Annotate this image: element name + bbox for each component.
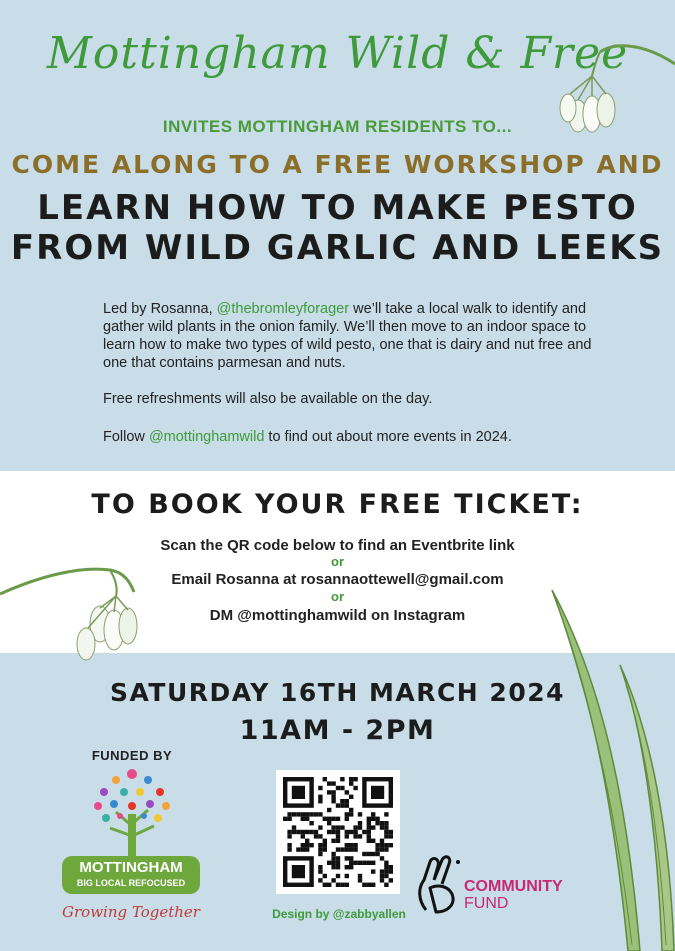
booking-email-instruction[interactable]: Email Rosanna at rosannaottewell@gmail.com bbox=[171, 571, 504, 588]
workshop-title-line2: FROM WILD GARLIC AND LEEKS bbox=[10, 228, 665, 268]
script-title: Mottingham Wild & Free bbox=[46, 28, 629, 79]
workshop-title-line1: LEARN HOW TO MAKE PESTO bbox=[37, 188, 638, 228]
follow-paragraph bbox=[103, 428, 613, 446]
mottinghamwild-handle-link[interactable]: @mottinghamwild bbox=[148, 429, 265, 445]
growing-together-tagline: Growing Together bbox=[62, 903, 200, 921]
mottingham-logo-title: MOTTINGHAM bbox=[79, 859, 183, 876]
invites-heading: INVITES MOTTINGHAM RESIDENTS TO... bbox=[162, 117, 513, 136]
p3-before: Follow bbox=[103, 429, 149, 445]
workshop-title bbox=[0, 188, 675, 268]
p3-after: to find out about more events in 2024. bbox=[264, 429, 512, 445]
event-time: 11AM - 2PM bbox=[239, 715, 436, 746]
mottingham-logo-subtitle: BIG LOCAL REFOCUSED bbox=[76, 878, 186, 888]
booking-title: TO BOOK YOUR FREE TICKET: bbox=[91, 489, 584, 520]
crossed-fingers-icon bbox=[412, 854, 464, 914]
design-credit: Design by @zabbyallen bbox=[272, 907, 406, 921]
funded-by-label: FUNDED BY bbox=[91, 748, 173, 763]
community-fund-line1: COMMUNITY bbox=[464, 878, 563, 895]
booking-dm-instruction: DM @mottinghamwild on Instagram bbox=[209, 607, 466, 624]
come-along-heading: COME ALONG TO A FREE WORKSHOP AND bbox=[11, 150, 664, 179]
community-fund-line2: FUND bbox=[464, 895, 509, 912]
booking-or-2: or bbox=[331, 589, 344, 604]
hands-tree-icon bbox=[90, 766, 174, 860]
booking-or-1: or bbox=[331, 554, 344, 569]
forager-handle-link[interactable]: @thebromleyforager bbox=[216, 301, 350, 317]
qr-code-icon bbox=[276, 770, 400, 894]
booking-qr-instruction: Scan the QR code below to find an Eventbrite link bbox=[160, 537, 515, 554]
p1-after: we’ll take a local walk to identify and gather wild plants in the onion family. We’ll then move to an indoor space to learn how to make two types of wild pesto, one that is dairy and nut free and one that contains parmesan and nuts. bbox=[103, 301, 592, 371]
refreshments-paragraph: Free refreshments will also be available on the day. bbox=[103, 391, 433, 407]
event-date: SATURDAY 16TH MARCH 2024 bbox=[109, 678, 566, 707]
mottingham-big-local-logo bbox=[62, 856, 200, 894]
community-fund-logo bbox=[464, 878, 563, 912]
p1-before: Led by Rosanna, bbox=[103, 301, 217, 317]
eventbrite-qr-code[interactable] bbox=[276, 770, 400, 894]
description-paragraph bbox=[103, 300, 613, 372]
